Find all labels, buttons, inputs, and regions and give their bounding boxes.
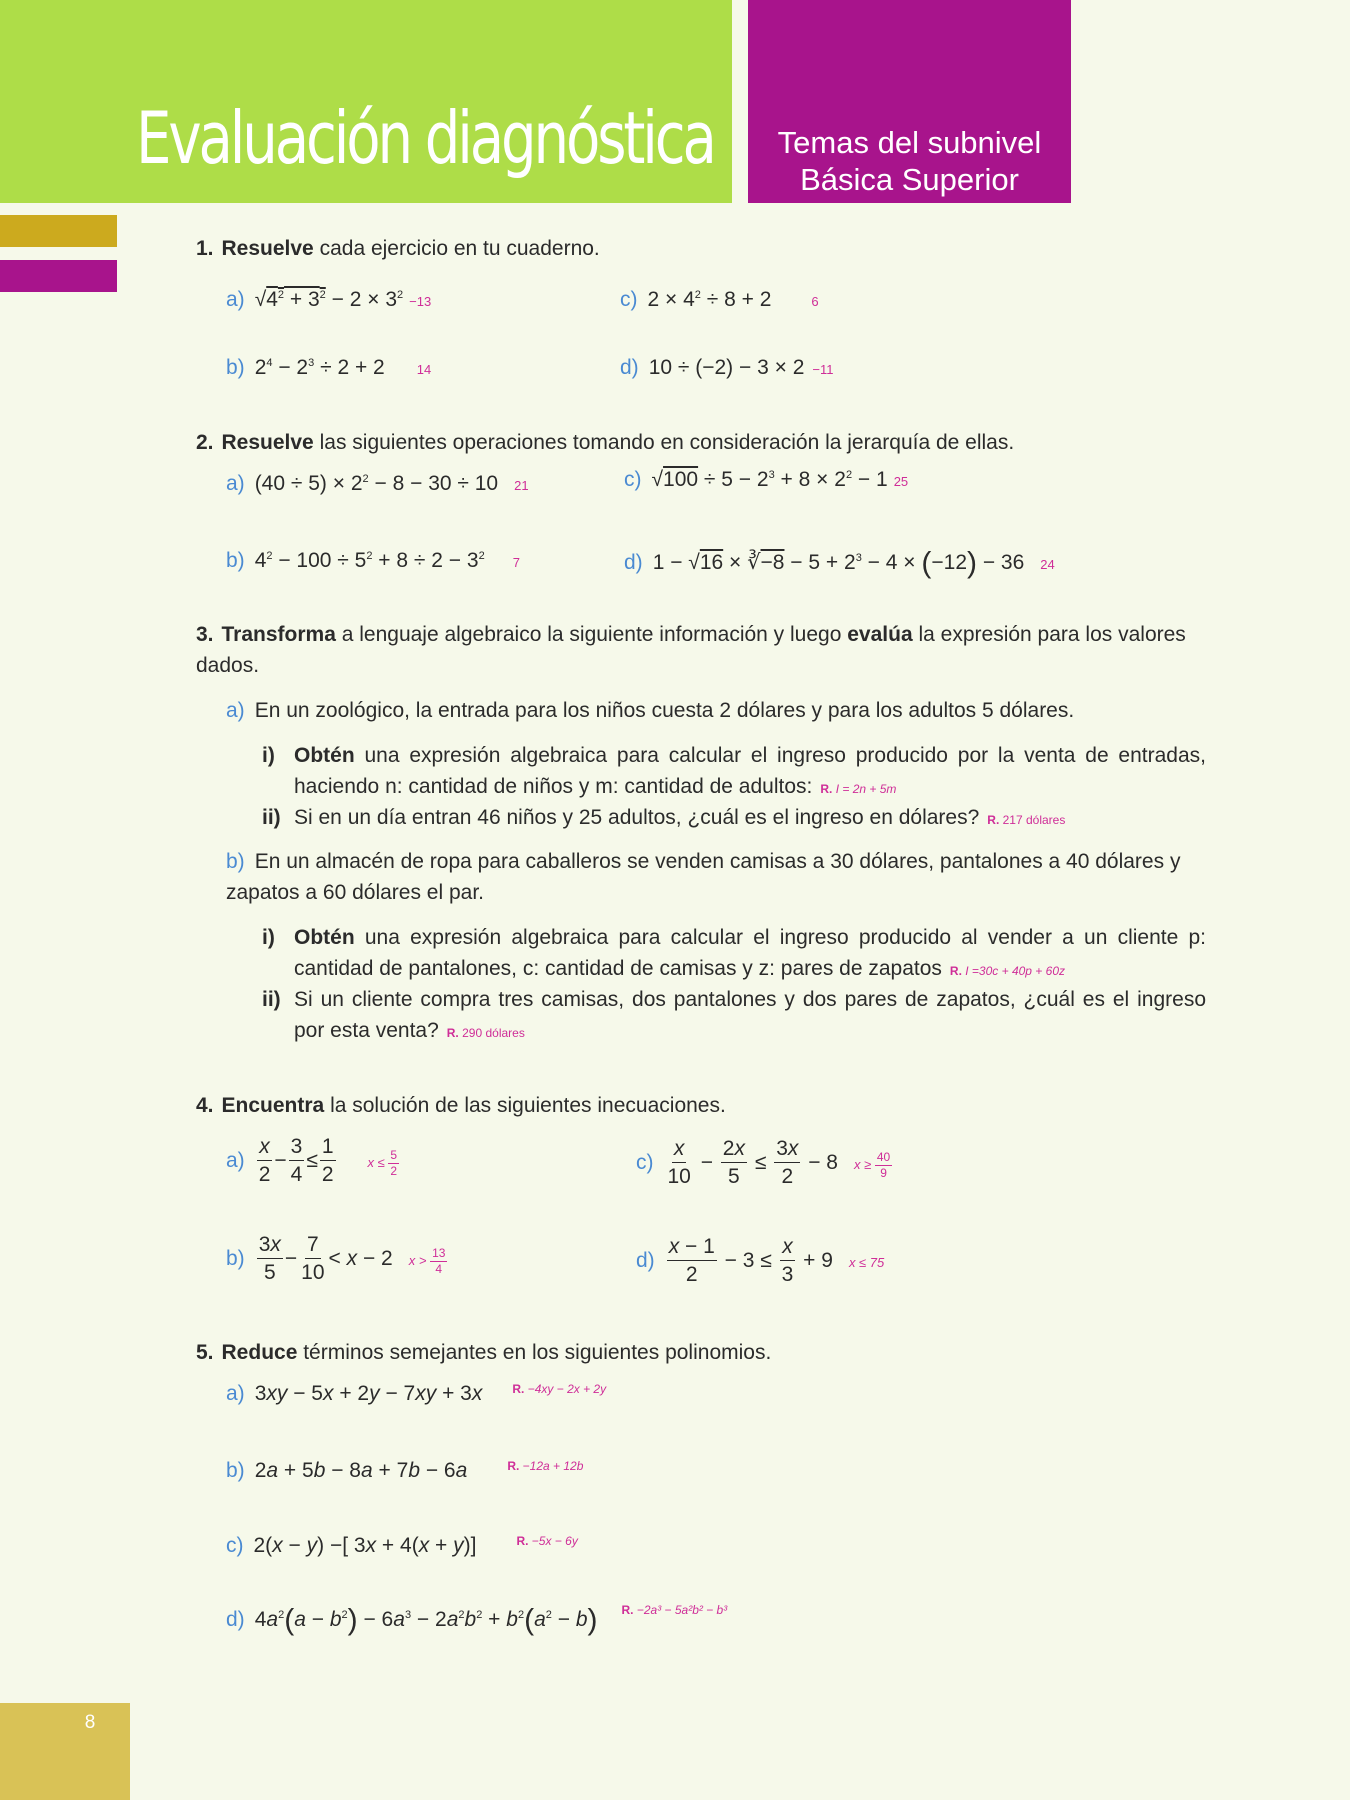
math-expression: $2^4 - 2^3 \div 2 + 2$ (254, 356, 385, 379)
page-number: 8 (84, 1712, 96, 1733)
q5-item-d (226, 1603, 727, 1637)
answer-key: R. 217 dólares (987, 813, 1066, 827)
answer-key: −13 (409, 294, 432, 309)
subnivel-label (748, 124, 1071, 198)
math-expression: $\frac{3x}{5}$ − $\frac{7}{10}$ < x − 2 (258, 1233, 393, 1284)
math-expression: $4^2 - 100 \div 5^2 + 8 \div 2 - 3^2$ (254, 549, 485, 572)
question-3-heading (196, 619, 1206, 681)
math-expression: $√100 \div 5 - 2^3 + 8 \times 2^2 - 1$ (651, 468, 888, 491)
sub-item-verb: Obtén (294, 926, 355, 949)
question-verb: Encuentra (221, 1094, 325, 1117)
item-label: c) (226, 1534, 244, 1557)
math-expression: $\frac{x}{2}$ − $\frac{3}{4}$ ≤ $\frac{1}{2}$ (258, 1135, 334, 1186)
answer-key: R. −2a³ − 5a²b² − b³ (621, 1603, 728, 1617)
item-label: c) (636, 1151, 654, 1175)
q1-item-a (226, 288, 431, 312)
item-label: d) (226, 1607, 245, 1631)
question-verb: Transforma (221, 623, 336, 646)
math-expression: 10 ÷ (−2) − 3 × 2 (648, 356, 805, 379)
question-text-rest: la expresión para los valores dados. (196, 623, 1186, 677)
question-text: las siguientes operaciones tomando en consideración la jerarquía de ellas. (319, 431, 1015, 454)
q4-item-d (636, 1234, 884, 1289)
math-expression: $2 \times 4^2 \div 8 + 2$ (647, 288, 772, 311)
sub-item-text: Si en un día entran 46 niños y 25 adultos, ¿cuál es el ingreso en dólares? (294, 806, 980, 829)
question-number: 5. (196, 1341, 214, 1364)
answer-key: x ≥ $\frac{40}{9}$ (854, 1150, 891, 1181)
q5-item-a (226, 1382, 606, 1406)
math-expression: $(40 \div 5) \times 2^2 - 8 - 30 \div 10$ (254, 472, 499, 495)
q4-item-a (226, 1134, 399, 1189)
q3-a-sub-i (294, 740, 1206, 805)
answer-key: x ≤ 75 (848, 1255, 885, 1271)
item-label: b) (226, 850, 245, 873)
q3-item-a (226, 695, 1206, 726)
math-expression: $√4^2 + 3^2 - 2 \times 3^2$ (254, 288, 404, 311)
item-text: En un zoológico, la entrada para los niños cuesta 2 dólares y para los adultos 5 dólares. (254, 699, 1075, 722)
answer-key: R. −12a + 12b (507, 1459, 584, 1473)
subnivel-line-1: Temas del subnivel (777, 125, 1042, 160)
question-1-heading (196, 233, 1206, 264)
decorative-stripe-gold (0, 215, 117, 247)
sub-item-label: ii) (262, 988, 281, 1011)
answer-key: R. −5x − 6y (516, 1534, 578, 1548)
q5-item-b (226, 1459, 583, 1483)
item-label: b) (226, 1247, 245, 1271)
sub-item-verb: Obtén (294, 744, 355, 767)
item-label: b) (226, 356, 245, 379)
question-verb: Reduce (221, 1341, 298, 1364)
item-label: d) (624, 550, 643, 574)
answer-key: 6 (811, 294, 819, 309)
answer-key: R. 290 dólares (446, 1026, 525, 1040)
item-label: a) (226, 1382, 245, 1405)
q3-a-sub-ii (294, 802, 1206, 836)
sub-item-text: una expresión algebraica para calcular el ingreso producido al vender a un cliente p: cantidad de pantalones, c: cantidad de camisas y z: pares de zapatos (294, 926, 1206, 980)
page-title: Evaluación diagnóstica (136, 96, 714, 180)
answer-key: −11 (812, 362, 834, 377)
answer-key: x > $\frac{13}{4}$ (408, 1246, 446, 1277)
answer-key: 7 (512, 555, 520, 570)
answer-key: R. I =30c + 40p + 60z (949, 964, 1065, 978)
math-expression: 3xy − 5x + 2y − 7xy + 3x (254, 1382, 483, 1405)
math-expression: $\frac{x}{10}$ − $\frac{2x}{5}$ ≤ $\frac{3x}{2}$ − 8 (667, 1137, 838, 1188)
question-verb: Resuelve (221, 431, 314, 454)
decorative-stripe-magenta (0, 260, 117, 292)
question-number: 1. (196, 237, 214, 260)
q2-item-b (226, 549, 520, 573)
q4-item-c (636, 1136, 892, 1191)
q1-item-d (620, 356, 834, 380)
item-label: b) (226, 549, 245, 572)
answer-key: 24 (1040, 556, 1055, 572)
q4-item-b (226, 1232, 447, 1287)
answer-key: 25 (893, 474, 909, 489)
item-label: c) (624, 468, 642, 491)
q2-item-a (226, 472, 529, 496)
q1-item-c (620, 288, 819, 312)
answer-key: x ≤ $\frac{5}{2}$ (367, 1148, 398, 1179)
math-expression: $\frac{x - 1}{2}$ − 3 ≤ $\frac{x}{3}$ + 9 (668, 1235, 833, 1286)
item-label: b) (226, 1459, 245, 1482)
math-expression: 2a + 5b − 8a + 7b − 6a (254, 1459, 468, 1482)
math-expression: 1 − √16 × ∛−8 − $5 + 2^3 - 4 \times (-12) - 36$ (652, 546, 1025, 579)
q3-item-b (226, 846, 1206, 908)
item-label: d) (620, 356, 639, 379)
math-expression: 2(x − y) −[ 3x + 4(x + y)] (253, 1534, 477, 1557)
q3-b-sub-ii (294, 984, 1206, 1049)
answer-key: 14 (416, 362, 432, 377)
item-label: d) (636, 1249, 655, 1273)
sub-item-label: i) (262, 926, 275, 949)
question-verb: Resuelve (221, 237, 314, 260)
math-expression: $4a^2(a - b^2) - 6a^3 - 2a^2b^2 + b^2(a^2 - b)$ (254, 1603, 598, 1636)
sub-item-label: i) (262, 744, 275, 767)
sub-item-text: una expresión algebraica para calcular el ingreso producido por la venta de entradas, haciendo n: cantidad de niños y m: cantidad de adultos: (294, 744, 1206, 798)
q2-item-d (624, 546, 1055, 580)
item-label: a) (226, 472, 245, 495)
q2-item-c (624, 468, 908, 492)
item-label: a) (226, 1149, 245, 1173)
question-number: 3. (196, 623, 214, 646)
q1-item-b (226, 356, 431, 380)
question-text: la solución de las siguientes inecuaciones. (330, 1094, 726, 1117)
question-text: términos semejantes en los siguientes polinomios. (303, 1341, 772, 1364)
item-label: c) (620, 288, 638, 311)
subnivel-line-2: Básica Superior (800, 162, 1019, 197)
question-text: a lenguaje algebraico la siguiente información y luego (341, 623, 842, 646)
sub-item-label: ii) (262, 806, 281, 829)
question-4-heading (196, 1090, 1206, 1121)
item-label: a) (226, 699, 245, 722)
answer-key: R. −4xy − 2x + 2y (512, 1382, 607, 1396)
question-2-heading (196, 427, 1206, 458)
question-text: cada ejercicio en tu cuaderno. (319, 237, 600, 260)
question-verb-2: evalúa (847, 623, 913, 646)
item-text: En un almacén de ropa para caballeros se venden camisas a 30 dólares, pantalones a 40 dólares y zapatos a 60 dólares el par. (226, 850, 1181, 904)
item-label: a) (226, 288, 245, 311)
answer-key: R. I = 2n + 5m (820, 782, 897, 796)
sub-item-text: Si un cliente compra tres camisas, dos pantalones y dos pares de zapatos, ¿cuál es el ingreso por esta venta? (294, 988, 1206, 1042)
q5-item-c (226, 1534, 578, 1558)
question-number: 2. (196, 431, 214, 454)
question-number: 4. (196, 1094, 214, 1117)
answer-key: 21 (514, 478, 529, 493)
q3-b-sub-i (294, 922, 1206, 987)
question-5-heading (196, 1337, 1206, 1368)
